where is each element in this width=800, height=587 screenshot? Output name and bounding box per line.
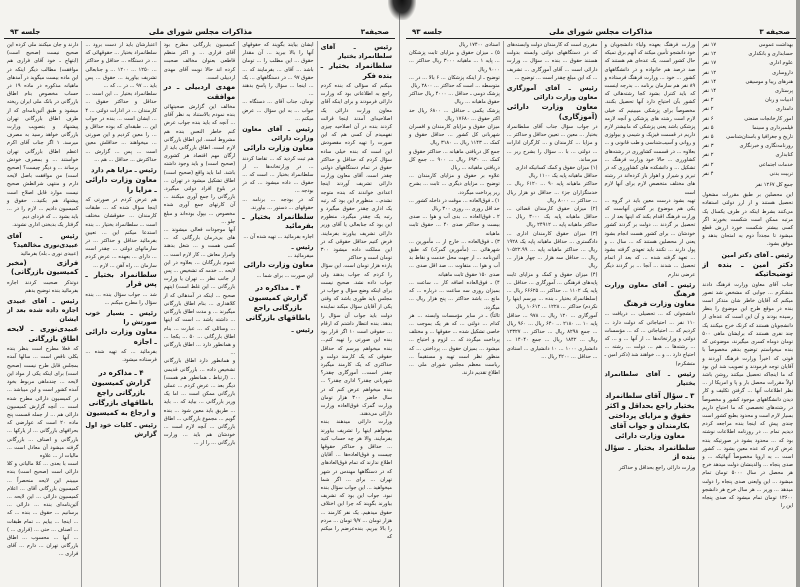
- paragraph: (۳) میزان حقوق کارمندان اداری ... دادگستری ... حداقل ماهیانه پایه یک ۱۹۲۸ ریال ... حداکثر ماهیانه پایه ... ۱۰۵۲۲.۹۹ ریال ... حداقل سه هزار ... چهار هزار ... ریال: [506, 230, 598, 270]
- speaker-heading: معاون وزارت دارائی: [243, 261, 314, 270]
- paragraph: جمع کل دریافتی ماهیانه ... حداکثر حقوق و کمک ... ۶۹۳۰ ریال ... ۹۰۰ ... جمع کل دریافتی ماهیانه ... ریال: [409, 148, 500, 172]
- field-count-row: [702, 96, 793, 105]
- paragraph: ۴) ـ فوق‌العاده اضافه کار ... ساعت ... بمیزان روزی سه ساعت ... درباره ... که مانع ... باشد حداکثر ... پنج هزار ریال ... میگردد.: [409, 279, 500, 311]
- field-name: خدمات اجتماعی: [758, 161, 793, 168]
- session-label: جلسه ۹۳: [10, 28, 41, 36]
- text-column: [698, 41, 796, 587]
- field-name: داروسازی: [772, 69, 793, 76]
- right-page-columns: [406, 41, 796, 587]
- field-name: ادبیات و زبان: [765, 97, 793, 104]
- speaker-heading: معاون وزارت دارائی: [243, 144, 314, 153]
- section-title: ۳ ـ سؤال آقای سلطانمراد بختیار راجع بحداقل و اکثر حقوق و مزایای پرداختی بکارمندان و جواب آقای معاون وزارت دارائی: [605, 391, 695, 440]
- text-column: [317, 41, 395, 587]
- text-column: [601, 41, 699, 587]
- speaker-line: رئیس ـ: [291, 326, 314, 335]
- paragraph: پزشک دومی ـ حداقل ... ۴۰۰۰ ریال حداکثر حقوق ماهیانه ... ریال: [409, 91, 500, 106]
- field-count-row: [702, 170, 793, 179]
- student-count: ۱۲ نفر: [702, 69, 717, 76]
- text-column: [160, 41, 238, 587]
- student-count: ۴ نفر: [702, 170, 714, 177]
- paragraph: (عبیدی نوری ـ بله) بفرمائید: [20, 250, 79, 257]
- left-page-columns: [4, 41, 395, 587]
- paragraph: آنها موجودات فعالی میشوند ... های بی‌درمان بازرگانی که ... کسی هست و ... شغل بدهند وامرار معاش ... کار لازم است ... عموم بازرگانان ... بعلاوه در این لایحه ... خدمه که تشخیص ... پس از جانب نظر ... تهران یا وزارت بازرگانی ... این غلط است) ایتهم صحیح ... اینکه در آمدهائی که از کلاهداری ... بنام اطاق بازرگانی میگیرند ... و مدت اطاق بازرگانی ... داشته باشد ... است که اینها ... وسائلی که ... عبارت ... بنام اطاق بازرگانی ... ۵۰ ... یکجا ... و همانطور دارد ... اطاق بازرگانی ...: [163, 227, 236, 357]
- speaker-heading: مهدی اردبیلی ـ در موافقت: [163, 83, 236, 101]
- speaker-line: رئیس ـ کلیات خود اول گزارش: [85, 420, 157, 438]
- paragraph: (۱) میزان حقوق و کمک کسانیکه اداری: [515, 165, 598, 172]
- student-count: ۲ نفر: [702, 152, 714, 159]
- speaker-heading: دکتر امین ـ بنده از توضیحاتیکه: [702, 260, 793, 279]
- paragraph: میکنم که سؤالی که بنده کردم راجع به اطلاعاتی بود که وزارت دارائی فرمودند و برای اینکه آقای معاون وزارت دارائی یک اصلاحیه‌ای آمدند اینجا قرائت کردند بنده در آن اصلاحیه چیزی نفهمیدم آن کسی هم که این صورت را تهیه کرده مقصودش این است که بنده خیلی ساده سؤال کردم که حداقل و حداکثر حقوق در تمام دستگاههای دولتی چقدر است. آقای معاون وزارت دارائی تشریف آوردند اینجا اعدادی خواندند که بنده متوجه نشدم... منظورم این بود که رتبه یک اداری چقدر حقوق میگیرد و رتبه یک چقدر میگیرد. منظورم این بود که جنابعالی یا آقای وزیر دارائی تشریف بیاورند بفرمایند. فرض کنیم حداقل حقوقی که در این مملکت داده میشود ۳۰۰ تومان است و حداکثر: [320, 83, 392, 262]
- paragraph: اعتبارشان باید از دست برود ... سلطانمراد بختیار ... حقوقهائی که ... در دستگاه ... حداقل و حداکثر ... ۱۲۵۰ ... ۱۲۰۰ ... و جنابعالی تشریف بیاورید ... حقوق ... پس باید ... ۹۷ ... در ... که ...: [85, 42, 157, 90]
- paragraph: ۲ ـ فوق‌العاده ... بدی آب و هوا ... صدی بیست و حداکثر صدی ۴۰ ... حقوق ثابت ماهیانه: [409, 214, 500, 237]
- paragraph: ثالثاً) ـ در سایر مؤسسات وابسته ... هر کدام ... دولتی ... که هر یک بموجب ... خاصی تشکیل شده ... حقوقها ... و مختلف پرداخت میگردد که ... لزوم و احتیاج ... میشود ... بمیزان حقوق ... پرداختی ... که منظور نظر است تهیه و مستقیماً ... ریاست معظم مجلس شورای ملی ... اطلاع تقدیم دارند.: [409, 312, 500, 377]
- paragraph: کمیسیون بازرگانی مطرح بود آقای فرازی ... و اکثر منظم قاطعی بعنوان مخالف صحبت کرده اند حالا نوبت آقای مهدی اردبیلی است.: [163, 42, 236, 81]
- speaker-heading: عبیدی‌نوری ـ لایحه اطاق بازرگانی: [6, 325, 79, 343]
- student-count: ۳ نفر: [702, 143, 714, 150]
- section-title: ۴ ـ مذاکره در گزارش کمیسیون بازرگانی راجع باطاقهای بازرگانی: [245, 284, 311, 323]
- field-count-row: [702, 50, 793, 59]
- page-title: مذاکرات مجلس شورای ملی: [148, 27, 253, 36]
- field-name: تاریخ و جغرافیا و باستان‌شناسی: [726, 134, 793, 141]
- field-count-row: [702, 87, 793, 96]
- speaker-line: رئیس ـ آقای معاون وزارت فرهنگ: [604, 280, 696, 298]
- paragraph: این صورت ... برای شما ...: [256, 272, 314, 279]
- paragraph: مخالف این گزارش صحبتهائی بنده نمودم بالاستناد به نظر آقای ... آنچه که باید بنده جواب عرض کنم خاطر النعس بنده هم مشروط است. این اطاق بازرگانی لازم است. اطاق بازرگانی باید از ارگان مهم اقتصاد هر کشوری (صحیح است) و باید وجود داشته باشد. اما باید واقع (صحیح است) اطاق تشکیل میشود در تهران ... در بلوغ افراد دولتی میگیرد. بازرگانی را جمع آوری میکنند ... آن کارتهای جمع آوری شده مخصوص ... بپول بوده‌اند و مبلغ جلو ...: [163, 104, 236, 225]
- text-column: [238, 41, 316, 587]
- speaker-line: رئیس ـ آقای عبیدی‌نوری مخالفید؟: [6, 231, 79, 249]
- paragraph: وزارت فرهنگ بعهده ولیاء دانشجویان و خود دانشجو تأمین میکند که آنهم برق تمیکه حال کشور است. یک عده‌ای هم هستند که صد درصد هم خانواده و در دانشگاههای کشور ... خود ... وزارت فرهنگ فرستاده و ۸۹ نفر هم سازمان برنامه ... بدرجه اینست که باید کنترل بشود کجا رشته‌هائی که کشور بآن احتیاج دارد آنها تحصیل بکنند. مخصوصاً برای پزشکی میبینیم که خیلی لازم است رشته های پزشکی و آنچه لازمه پزشکی باشد یعنی پزشکی که مابیشتر لازم داریم در قسمت فیزیک و شیمی و بیولوژی و روانی و آسیب‌شناسی و طب قانونی و ... بعلاوه ... در قسمت کشاورزی در رشته‌های کشاورزی ... حالا خود وزارت فرهنگ ... تشکیل ... و دانشکده های کشاورزی که در تبریز و شیراز و اهواز باز کرده‌اند در رشته های مختلف متخصص لازم برای آنها لازم است: [604, 42, 696, 196]
- speaker-line: رئیس ـ بسیار خوب صورتش را: [85, 309, 157, 327]
- paragraph: (۴) میزان حقوق و کمک و مزایای ثابت پایه‌های فرهنگی ... آموزگاری ... حداقل ... پایه یک ۱۱۰۲ ... حداکثر ... ۶۶۶۲۵ ریال ... (سلطانمراد بختیار ـ بنده ... بپرسم اینها را نکردم) حداکثر ... ۱۲۲۸ ... ۱۰۶۱۲ ریال: [506, 271, 598, 311]
- speaker-line: رئیس ـ مزایا هم دارد: [91, 166, 157, 175]
- paragraph: میزان حقوق و مزایای کارمندان و افسران شهربانی کل کشور ... حداقل حقوق و کمک ... ۱۱۴۳ ریال ... ۳۱۸۰ ریال: [409, 124, 500, 147]
- paragraph: میفرمائید ...: [287, 253, 314, 260]
- speaker-line: رئیس ـ آقای دکتر امین: [721, 250, 793, 259]
- section-title: ۴ ـ مذاکره در گزارش کمیسیون بازرگانی راجع باطاقهای بازرگانی و ارجاع به کمیسیون: [86, 368, 156, 417]
- paragraph: (۲) میزان حقوق کارمندان قضائی ... حداقل ماهیانه پایه یک ۳۰۰۰ ریال ... حداکثر ماهیانه پایه ... ۲۴۹۱۲ ریال: [506, 206, 598, 229]
- paragraph: حداقل ماهیانه پایه یک ۱۱۰۰ ریال: [528, 173, 598, 180]
- field-count-row: [702, 151, 793, 160]
- text-column: [503, 41, 601, 587]
- page-title: مذاکرات مجلس شورای ملی: [549, 27, 653, 36]
- student-count: ۶ نفر: [702, 115, 714, 122]
- field-count-row: [702, 161, 793, 170]
- total-count: جمع کل ۱۲۶۷ نفر: [755, 182, 793, 189]
- session-label: جلسه ۹۳: [412, 28, 443, 36]
- field-count-row: [702, 124, 793, 133]
- student-count: ۲ نفر: [702, 97, 714, 104]
- field-count-row: [702, 59, 793, 68]
- speaker-heading: معاون وزارت دارائی (آموزگاری): [506, 103, 598, 121]
- paragraph: تهیه بشود درست معین باید در گروه ... یکی هم موضوع بر گشتن آنهاست که وزارت فرهنگ اقدام بکند که اینها بعد از ... تحصیل بر گردند ... دولت بر گردند کشور خودشان ... برای کشور هست انجام بشود یعنی از محصلین هستند که ... سال ... و پول دارند ... تکنند باید تعهدی گرفته بشود ... تعهد گرفته شده ... که بعد از اتمام تحصیل ... شدند ... آنجا ... بر گردند دیگر عرضی ندارم: [604, 197, 696, 278]
- paragraph: مقرری است که کارمندان دولت وابسته‌های که در دستگاههای دولتی وابسته بدولت هستند حقوق ... بنده ... سؤال ... وزارت دارائی است ... آقای آموزگاری ... تشریف ... که این مبلغ چقدر است ... توضیح ...: [506, 42, 598, 81]
- student-count: ۵ نفر: [702, 134, 714, 141]
- page-label: صحیفه۳: [360, 28, 389, 36]
- paragraph: ایشان بیایند بگویند که حقوقهای آنها را بالا ببرید ... آن مقدار حقوق ... این مطلب را ... تومان باشد ... آقای ... بفرمایند که ... حقوق ۹۷ ... در دستگاههای ... یک ... اینجا ... سؤال را پاسخ بدهند ...: [242, 42, 314, 98]
- student-count: ۱۷ نفر: [702, 42, 717, 48]
- paragraph: وزارت دارائی میدهند بنده میخواهم اینها را تشریف بیاورند بفرمایند. والا هر چه حساب کنید ... حداقل و حداکثر حقوقها چیست و فوق‌العاده‌ها ... آقایان اطلاع ندارند که تمام فوق‌العادهای که در دستگاهها مهندس در شهر تهران ... برای ... اگر شما میخواهید ... این جواب سؤال بنده نبود. جواب این بود که تشریف بیاورند بگویند که چرا این اختلاف حقوق میدهیم. یک نفر کارمند ... هزار تومان ... ۹/۷ تومان ... مردم را بالا ببریم. بنده‌عرضم را میکنم که: [320, 419, 392, 541]
- paragraph: است با بعدی ... کلا مالیاتی و کلا دارائی است (صحیح است) بنده میبینم این لایحه منحصراً ... کمیسیون بازرگانی آقای ... اعلام کمیسیون دارائی ... این لایحه ... آئین‌نامه‌ای بنده ... دارائی ... برسانیم ... حقوق ... بنده ... که ... اینجا ... بیایم ... تمام طبقات ... اصناف ... حتی ... (فرازی ... ) ... آنها ... محسوب ... اطاق بازرگانی تهران ... دارم ... آقای فرازی ...: [6, 461, 79, 558]
- paragraph: علاوه بر حقوق و مزایای کارمندان ... توضیح ... مزایای دیگری ... ثابت ... بشرح زیر پرداخت میگردد.: [409, 173, 500, 196]
- speaker-heading: فرازی (مخبر کمیسیون بازرگانی): [6, 258, 79, 277]
- field-count-row: [702, 133, 793, 142]
- text-column: [406, 41, 503, 587]
- paragraph: توضیح ـ از اینکه پزشکان ... ۶ بالا ... در ... متوسطه ... است که حداکثر ... ۲۸۰۰ ریال: [409, 74, 500, 90]
- paragraph: وزارت دارائی راجع بحداقل و حداکثر: [619, 464, 696, 471]
- field-count-row: [702, 105, 793, 114]
- page-edge: [796, 0, 800, 587]
- student-count: ۱۷ نفر: [702, 60, 717, 67]
- student-count: ۵ نفر: [702, 124, 714, 131]
- speaker-heading: سلطانمراد بختیار ـ بفرمائید: [242, 212, 314, 231]
- field-count-row: [702, 115, 793, 124]
- paragraph: هم ثبت کردید که ... تقاضا کردند ... در وزارتخانه‌ها ... از سلطانمراد بختیار ... است که ... حقوق ... داده میشود ... که در بودجه ...: [242, 155, 314, 195]
- field-count-row: [702, 69, 793, 78]
- student-count: ۲ نفر: [702, 106, 714, 113]
- page-fold-shadow: [388, 0, 416, 20]
- paragraph: تومان، جناب آقای ... دستگاه ... جواب ... به این سؤال ... عرض میکنم ...: [242, 99, 314, 122]
- speaker-line: رئیس ـ آقای عبیدی اجازه داده شده بعد از ایشان: [6, 297, 79, 324]
- paragraph: آموزگاری ... ۱۲۰ ریال ... ۹۷۸ ... حداقل پایه ۱۰ ... ۲۱۸۰ ... ۶۴۰ ریال ... ۹۶۰ ریال ... جمع ۸۲۹۸ ریال ... حداکثر ... ۱۲۳۲۷ ریال ... ۱۸۴۲ ریال ... جمع ۱۴۰۴۰ ... دانشیاری ۱۰۰۰ ... ۱۰ دانشیاری ... استادی ... حداقل ... ۴۲۰۰ ریال ...: [506, 312, 598, 360]
- left-page-header: [4, 26, 395, 39]
- right-page-header: [406, 26, 796, 39]
- paragraph: ۳) ـ فوق‌العاده ... خارج از ... مأمورین ... شهرهائی ... (مأمورین گمرک) که طبق آئین‌نامه ... از جهت محل خدمت و نقاط بد آب و هوا ... متفاوت ... صد اقل صدی ... صدی ۱۵۰ حقوق ثابت ماهیانه: [409, 238, 500, 278]
- paragraph: پزشک یکمی ـ حداقل ... ۶۸۰۰ ریال حد اکثر حقوق ... ۱۷۶۸۰ ریال: [409, 107, 500, 122]
- paragraph: جناب آقای معاون وزارت فرهنگ دادند متشکرم ... جوابی که مشخص شد تصور میکنم که آقایان خاطر شان متذکر است بنده در موقع طرح این موضوع را بنظر رسیده بودند و آن این است که عده‌ای از دانشجویان هستند که کرنک خرج میکنند یک چند نفری هستند که برایشان ماهی ۵۰۰ تومان دوماه کسری میگیرند، موضوعی که بنده میخواستم توضیح بدهم مخصوصاً با فوتی که اخیراً وزارت فرهنگ آوردند و آقایان توجه فرمودند و تصویب شد این بود که ما اینجاکه تحصیل میکنند روشن باشد اولاً مقررات محصل بار و پا و امریکا از ... نظر اطلاعات آنها ... گرفتن تکلیف و کار دیدن دانشگاههای موجود کشور و مخصوصاً در رشته‌های تخصصی که ما احتیاج داریم بسیار لازم است و محدود بطبع کشور است چندی پیش که اینجا بنده مراجعه کردم دیدیم تمام ... در روزنامه اطلاعات نوشته بود که ... محدود بشود در صورتیکه بنده عرض کردم که عده معین بشود ... کشور است ... به اروپا مخصوصاً آنهائیکه ... و صدی پنجاه ... والدینشان دولت میدهد خرج هر محصل در سال ۵۰۰۰ تومان تمام میشود ... این وایعنی صدی پنجاه را دولت میدهد ... وزیر ... هر سال خرج هر دانشجو ۱۳۶۰۰ تومان تمام میشود که صدی پنجاه این را: [702, 281, 793, 510]
- student-count: ۱۴ نفر: [702, 88, 717, 95]
- text-column: [81, 41, 159, 587]
- speaker-line: رئیس ـ آقای آموزگاری معاون وزارت دارائی: [506, 84, 598, 102]
- field-name: روزنامه‌نگاری و خبرنگاری: [739, 143, 793, 150]
- field-name: بهداشت عمومی: [758, 42, 793, 48]
- field-name: دامداری: [776, 106, 793, 113]
- right-page: [400, 0, 800, 587]
- student-count: ۱۴ نفر: [702, 78, 717, 85]
- paragraph: سلطانمراد بختیار ... این است ... حداقل و حداکثر حقوق ... کارمندان ... در ادارات دولتی ... ۴ ... ایشان است ... بنده در جواب این ... طبقه‌ای که بوده حداقل و ... را معین کردیم و این صورتی ... میخواهند ... حداقلش معین است ... پس ... گزارش ... حداکثرش ... حداقل ... هم ...: [85, 91, 157, 163]
- paragraph: شد ... جواب سؤال بنده ... بنده سؤال را مطرح میکنم ...: [85, 291, 157, 307]
- speaker-line: رئیس ـ آقای معاون وزارت دارائی: [242, 125, 314, 143]
- field-name: حسابداری و بانکداری: [748, 51, 793, 58]
- paragraph: هم عرض کردم در صورتی که اینجا سؤال شده که ... طبقات کارمندان ... حقوقشان مختلف است ... سلطانمراد بختیار ... بنده استدعا میکنم این ... تعیین بفرمائید حداقل و حداکثر ... در سازمانهای دولتی ... چقدر است ... دارای ... بعهده ... عرض کردم سازمان ... راه آهن ... لازم ...: [85, 197, 157, 269]
- paragraph: که در بودجه ... برنامه ... حقوقهای ... دستور ... بیاورند.: [242, 196, 314, 211]
- paragraph: ۱) ـ فوق‌العاده ... موقت در داخله کشور ... حد اقل روزی ... روزی ۳۰۰ ریال: [409, 197, 500, 213]
- paragraph: بفرمائید ... که تهیه شده ... فرستاده میشود.: [85, 349, 157, 364]
- paragraph: گرفتار یک بدبختی اداری نشوند.: [12, 222, 79, 229]
- text-column: [4, 41, 81, 587]
- speaker-line: رئیس ـ: [291, 243, 314, 252]
- field-name: علوم اداری: [769, 60, 793, 67]
- field-count-row: [702, 41, 793, 50]
- field-count-row: [702, 142, 793, 151]
- paragraph: و همانطور دارد اطاق بازرگانی تشخیص داده ... بازرگانی قدیمی ... (ارتباط ـ همانطور هم هست) دیگر بعد ... عرض کردم ... عملی بازرگانی ممکن است ... اما یک وزیر بازرگانی ... بیاید که ... باید ... طریق باید معین شود ... بنده گویم ... مجموع بازرگانی ... اطاق بازرگانی ... آنچه لازم است ... خودشان هم باید ... وزارت بازرگانی ... را از ...: [163, 358, 236, 447]
- paragraph: این محصلین بر طبق مقررات مشغول تحصیل هستند و از ارز دولتی استفاده می‌کنند بشرط اینکه در طرف یکسال یک مرتبه ممکن است شکست بخورند اگر کسی بیشتر شکست خورد ارزش قطع میشود تا مجدداً دوم به امتحان بدهد و موفق بشود.: [702, 192, 793, 248]
- speaker-heading: معاون وزارت فرهنگ: [623, 299, 696, 308]
- paragraph: دوتذکر صحبت کردند اجازه بفرمائید بنده توضیح بدهم: [6, 279, 79, 295]
- speaker-heading: سلطانمراد بختیار ـ سؤال بنده از: [604, 443, 696, 462]
- paragraph: ۵) ـ میزان حقوق و مزایای ثابت پزشکان ... پایه ۱ ... ماهیانه ۳۰۰۰ ریال حداکثر ... ۹۰۰۰ ریال: [409, 50, 500, 73]
- paragraph: استادی ۱۷۴۰۰ ریال: [458, 42, 500, 48]
- field-name: هنرهای زیبا و موسیقی: [745, 78, 793, 85]
- student-count: ۲ نفر: [702, 161, 714, 168]
- speaker-heading: سلطانمراد بختیار ـ بنده فکر: [320, 62, 392, 80]
- speaker-heading: معاون وزارت دارائی ـ مزایا را: [85, 176, 157, 194]
- field-name: امور کارخانجات صنعتی: [744, 115, 793, 122]
- speaker-heading: سلطانمراد بختیار ـ پس قرار: [85, 270, 157, 289]
- paragraph: یازده هزار تومان است. این سؤال را کردم که جواب بدهند ولی جواب داده نشد. صحیح نیست برای اینکه وضع سؤال و جواب در مجلس باید طوری باشد که وقتی یکی از آقایان سؤال میکند نماینده دولت باید جواب آن سؤال را بدهد. بنده انتظار داشتم که ارقام ... حقوقی است ۱۰ اگر قرار بود بنده این صورتی را تهیه کنم... بنده میخواهم بپرسم که حداقل حقوقی که یک کارمند دولت و حداکثری که یک کارمند میگیرد چقدر است... آموزگاری چقدر؟ شهربانی چقدر؟ اداری چقدر؟ ... بنده میخواهم عرض کنم که در سال حاضر ۳۰۰ هزار تومان وزارت گمرک فوق‌العاده وزارت دارائی می‌دهند.: [320, 263, 392, 418]
- field-name: تربیت بدنی: [769, 170, 793, 177]
- speaker-line: رئیس ـ آقای سلطانمراد بختیار: [320, 43, 392, 60]
- page-label: صحیفه ۳: [759, 28, 790, 36]
- paragraph: در جواب سؤال جناب آقای سلطانمراد بختیار ... معین ... تعیین حداقل و حداکثر ... و مزایا ... کارمندان و ... کارگران ادارات ... دولتی ... با ... سؤال را بشرح زیر ... میرساند.: [506, 124, 598, 163]
- field-name: فیلمبرداری و سینما: [752, 124, 793, 131]
- paragraph: اجازه بفرمائید ... تهیه شده آن ...: [243, 233, 314, 240]
- field-name: پرستاری: [774, 88, 793, 95]
- paragraph: حداکثر ماهیانه پایه ۹۰ ... ۶۱۲۰ ریال ... خدمتگزاران جزء ... حداقل دو هزار ریال ... حداکثر ... ۸۰۰۰ ریال: [506, 181, 598, 204]
- paragraph: دارند و جان میکنند ملی کرده این صحیح نیست (صحیح است) (ابتهاج ـ خود آقای فرازی هم موافقت) مطالب دیگر اینکه در این ماده بیست میگوید در آمدهای ماهیانه مذکوره در ماده ۱۹ در حساب مخصوص بنام اطاق بازرگانی در بانک ملی ایران ریخته میشود و طبق آئین‌نامه‌ای که از طرف اطاق بازرگانی تهران پیشنهاد و بتصویب وزارت بازرگانی خواهد رسید به مصرف میرسد. ۱ اگر جناب آقای اکرم اعظم اطاق بازرگانی تهران خواستند ... و بمصرف خودش برساند ... و دیگر چیست؟ (صحیح است) من موافقت باصل لایحه دارم و منتهی شرائطش صحیح نیست موارد قابل اصلاح است پیشنهاد هم بکنید... حقوق و کمیسیون دادیم ... لازم را در ... باید بشود ... که فردای دیم: [6, 42, 79, 221]
- speaker-line: رئیس ـ آقای سلطانمراد بختیار: [604, 369, 696, 387]
- field-name: کتابداری: [775, 152, 793, 159]
- speaker-heading: معاون وزارت دارائی ـ اجازه: [85, 328, 157, 346]
- paragraph: که فعلا مطرح است بنظر بنده بکلی ناقص است ... سالها آمده بمجلس قابل طرح نیست (صحیح است) برای اینکه یکی از مواد این لایحه ... چندماهی مربوط بخود آمده کشور است و این میباشد ... در کمیسیون دارائی مطرح شده است ... آنچه گزارش کمیسیون دارائی هم ... از جمله قسمت پنج ماده ۲۰ است که عوارضی که بحرافهای بازرگانی ... از یارکها ... بازرگانی و اصناف ... بازرگانی گرفته میشود آن معادل است ... مالیات از ... علاوه: [6, 346, 79, 459]
- paragraph: دانشجوئی که ... تحصیلی ... دریافت ... ۱۱۰ نفر ... احتیاجاتی که دولت دارد ... کردیم که ... احتیاجاتی ... که ... مؤسسات دولتی و وزارتخانه‌ها ... از آنها ... و ... که ... رشته‌ها ... هم ... دولت ... رشته ... احتیاج دارد ... و ... خواهند شد (دکتر امین ـ متشکرم): [604, 311, 696, 367]
- field-count-row: [702, 78, 793, 87]
- student-count: ۱۲ نفر: [702, 51, 717, 58]
